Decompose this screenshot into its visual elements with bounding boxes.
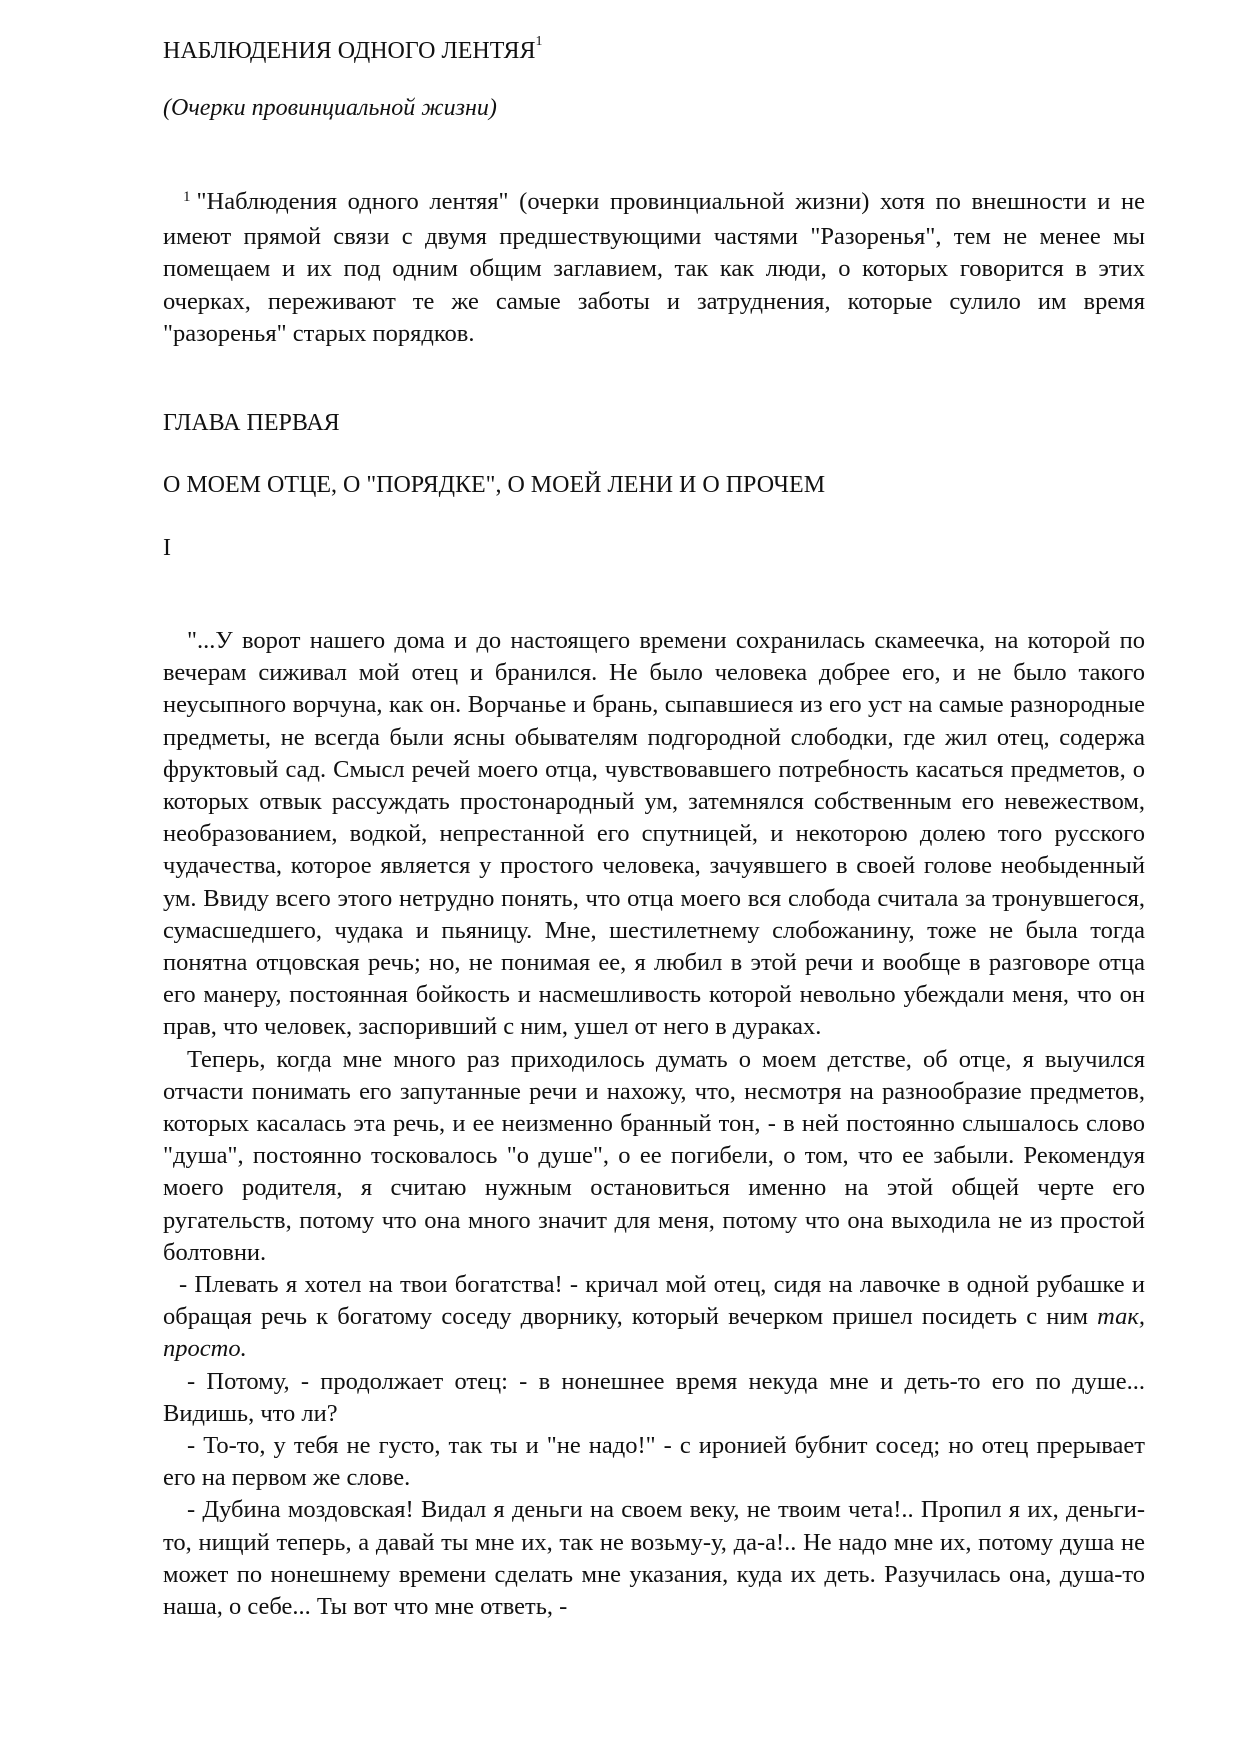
document-title: [163, 32, 543, 65]
italic-phrase: так, просто.: [163, 1303, 1145, 1363]
dialogue-line: - Дубина моздовская! Видал я деньги на своем веку, не твоим чета!.. Пропил я их, деньги-то, нищий теперь, а давай ты мне их, так не возьму-у, да-а!.. Не надо мне их, потому душа не может по нонешнему времени сделать мне указания, куда их деть. Разучилась она, душа-то наша, о себе... Ты вот что мне ответь, -: [163, 1496, 1145, 1621]
body-paragraph: "...У ворот нашего дома и до настоящего времени сохранилась скамеечка, на которой по вечерам сиживал мой отец и бранился. Не было человека добрее его, и не было такого неусыпного ворчуна, как он. Ворчанье и брань, сыпавшиеся из его уст на самые разнородные предметы, не всегда были ясны обывателям подгородной слободки, где жил отец, содержа фруктовый сад. Смысл речей моего отца, чувствовавшего потребность касаться предметов, о которых отвык рассуждать простонародный ум, затемнялся собственным его невежеством, необразованием, водкой, непрестанной его спутницей, и некоторою долею того русского чудачества, которое является у простого человека, зачуявшего в своей голове необыденный ум. Ввиду всего этого нетрудно понять, что отца моего вся слобода считала за тронувшегося, сумасшедшего, чудака и пьяницу. Мне, шестилетнему слобожанину, тоже не была тогда понятна отцовская речь; но, не понимая ее, я любил в этой речи и вообще в разговоре отца его манеру, постоянная бойкость и насмешливость которой невольно убеждали меня, что он прав, что человек, заспоривший с ним, ушел от него в дураках.: [163, 627, 1145, 1041]
footnote-text: "Наблюдения одного лентяя" (очерки провинциальной жизни) хотя по внешности и не имеют прямой связи с двумя предшествующими частями "Разоренья", тем не менее мы помещаем и их под одним общим заглавием, так как люди, о которых говорится в этих очерках, переживают те же самые заботы и затруднения, которые сулило им время "разоренья" старых порядков.: [163, 188, 1145, 347]
chapter-label: ГЛАВА ПЕРВАЯ: [163, 410, 340, 436]
body-paragraph: Теперь, когда мне много раз приходилось думать о моем детстве, об отце, я выучился отчасти понимать его запутанные речи и нахожу, что, несмотря на разнообразие предметов, которых касалась эта речь, и ее неизменно бранный тон, - в ней постоянно слышалось слово "душа", постоянно тосковалось "о душе", о ее погибели, о том, что ее забыли. Рекомендуя моего родителя, я считаю нужным остановиться именно на этой общей черте его ругательств, потому что она много значит для меня, потому что она выходила не из простой болтовни.: [163, 1045, 1145, 1266]
paragraph-text: - Плевать я хотел на твои богатства! - кричал мой отец, сидя на лавочке в одной рубашке и обращая речь к богатому соседу дворнику, который вечерком пришел посидеть с ним: [163, 1271, 1145, 1331]
footnote-paragraph: [163, 186, 1145, 350]
footnote: [163, 186, 1145, 350]
footnote-marker: 1: [183, 189, 191, 205]
body-paragraph: [163, 1269, 1145, 1366]
dialogue-line: - Потому, - продолжает отец: - в нонешнее время некуда мне и деть-то его по душе... Видишь, что ли?: [163, 1367, 1145, 1427]
section-number: I: [163, 535, 171, 561]
chapter-title: О МОЕМ ОТЦЕ, О "ПОРЯДКЕ", О МОЕЙ ЛЕНИ И О ПРОЧЕМ: [163, 472, 826, 498]
document-subtitle: (Очерки провинциальной жизни): [163, 95, 497, 121]
body-text: [163, 625, 1145, 1623]
title-text: НАБЛЮДЕНИЯ ОДНОГО ЛЕНТЯЯ: [163, 38, 536, 64]
footnote-reference[interactable]: 1: [535, 34, 543, 49]
dialogue-line: - То-то, у тебя не густо, так ты и "не надо!" - с иронией бубнит сосед; но отец прерывает его на первом же слове.: [163, 1432, 1145, 1492]
